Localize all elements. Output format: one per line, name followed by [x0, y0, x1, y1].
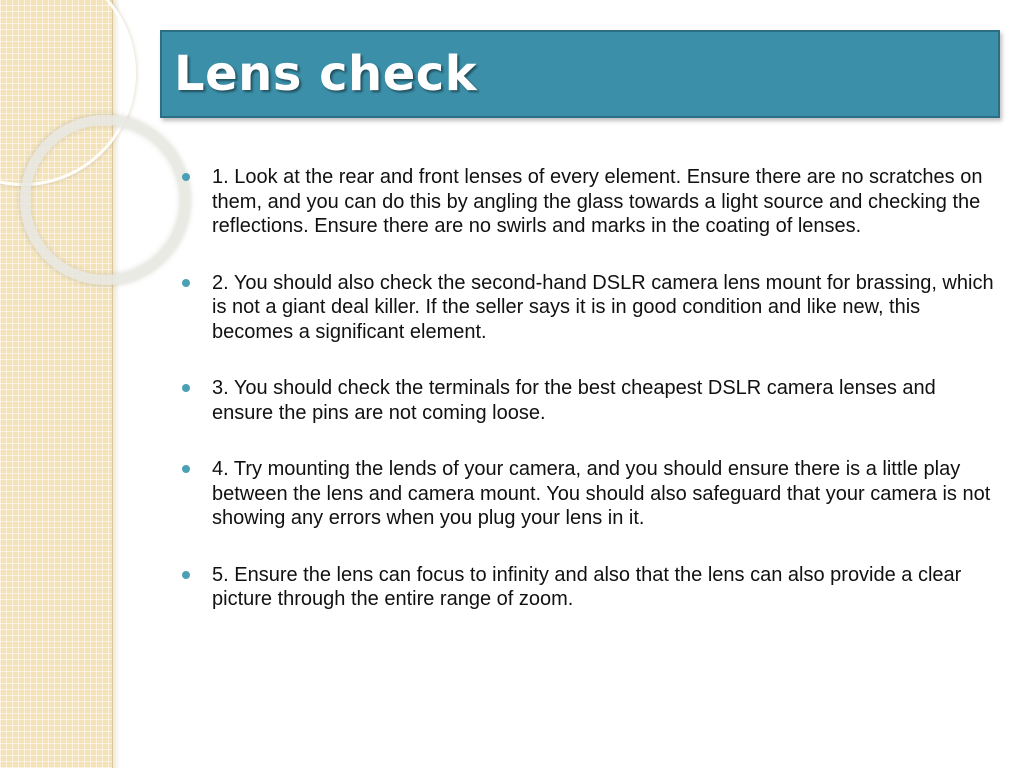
bullet-item-2: [180, 271, 995, 345]
bullet-dot-icon: [182, 173, 190, 181]
bullet-item-4: [180, 457, 995, 531]
bullet-dot-icon: [182, 465, 190, 473]
bullet-text-4: 4. Try mounting the lends of your camera, and you should ensure there is a little play between the lens and camera mount. You should also safeguard that your camera is not showing any errors when you plug your lens in it.: [212, 458, 991, 529]
bullet-text-3: 3. You should check the terminals for the best cheapest DSLR camera lenses and ensure the pins are not coming loose.: [212, 377, 936, 424]
bullet-dot-icon: [182, 384, 190, 392]
bullet-text-2: 2. You should also check the second-hand DSLR camera lens mount for brassing, which is not a giant deal killer. If the seller says it is in good condition and like new, this becomes a significant element.: [212, 271, 994, 343]
title-bar: [160, 30, 1000, 118]
bullet-list: [180, 165, 995, 612]
bullet-item-1: [180, 165, 995, 239]
bullet-item-3: [180, 376, 995, 425]
bullet-item-5: [180, 563, 995, 612]
bullet-text-5: 5. Ensure the lens can focus to infinity and also that the lens can also provide a clear picture through the entire range of zoom.: [212, 563, 962, 610]
slide-title: Lens check: [174, 46, 478, 102]
bullet-dot-icon: [182, 571, 190, 579]
slide-content: [180, 165, 995, 644]
bullet-text-1: 1. Look at the rear and front lenses of every element. Ensure there are no scratches on them, and you can do this by angling the glass towards a light source and checking the reflections. Ensure there are no swirls and marks in the coating of lenses.: [212, 166, 983, 237]
bullet-dot-icon: [182, 279, 190, 287]
decorative-ring-middle: [20, 115, 190, 285]
